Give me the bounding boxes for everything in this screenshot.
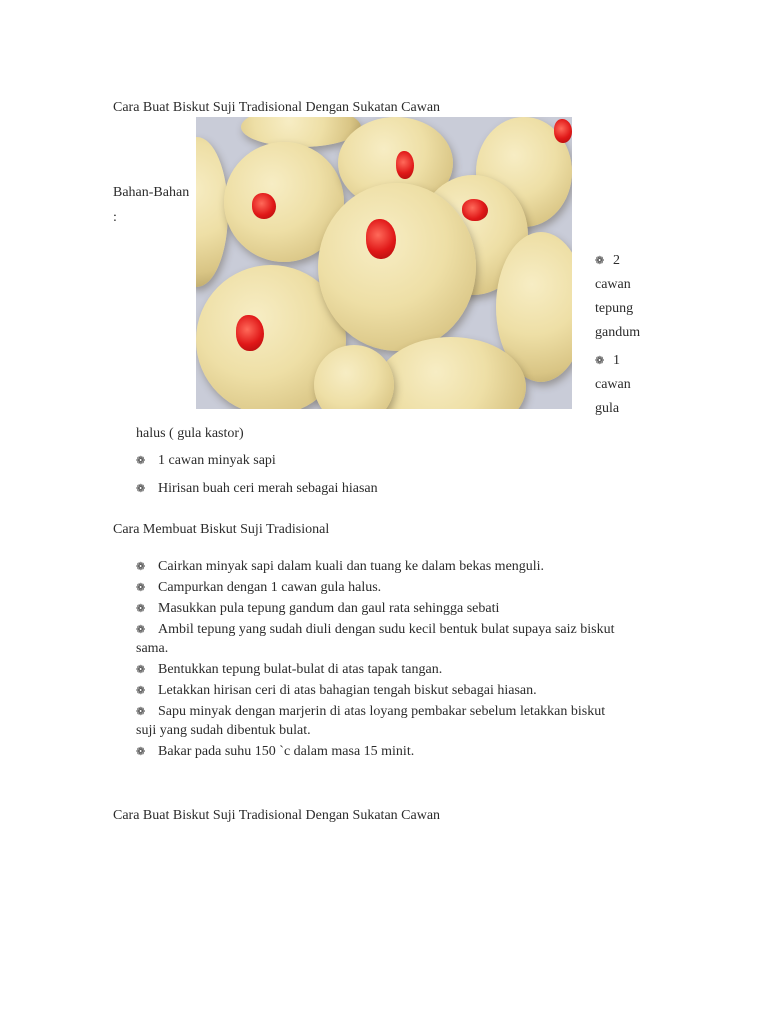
flower-bullet-icon: ❁ — [136, 664, 146, 676]
flower-bullet-icon: ❁ — [136, 603, 146, 615]
list-item: ❁ Campurkan dengan 1 cawan gula halus. — [136, 580, 382, 595]
wrapped-word: cawan — [595, 377, 631, 392]
wrapped-word: gandum — [595, 325, 641, 340]
ingredients-colon: : — [113, 210, 117, 225]
list-item: ❁ 1 — [595, 353, 620, 368]
list-item: ❁ Sapu minyak dengan marjerin di atas loyang pembakar sebelum letakkan biskut — [136, 704, 606, 719]
list-item-continuation: sama. — [136, 641, 169, 656]
flower-bullet-icon: ❁ — [136, 624, 146, 636]
list-item: ❁ Bentukkan tepung bulat-bulat di atas tapak tangan. — [136, 662, 443, 677]
wrapped-word: cawan — [595, 277, 631, 292]
list-item: ❁ 1 cawan minyak sapi — [136, 453, 276, 468]
method-heading: Cara Membuat Biskut Suji Tradisional — [113, 522, 330, 537]
document-title-repeat: Cara Buat Biskut Suji Tradisional Dengan Sukatan Cawan — [113, 808, 441, 823]
flower-bullet-icon: ❁ — [136, 455, 146, 467]
flower-bullet-icon: ❁ — [136, 561, 146, 573]
list-item: ❁ Masukkan pula tepung gandum dan gaul rata sehingga sebati — [136, 601, 500, 616]
flower-bullet-icon: ❁ — [136, 685, 146, 697]
list-item-continuation: suji yang sudah dibentuk bulat. — [136, 723, 311, 738]
flower-bullet-icon: ❁ — [136, 582, 146, 594]
wrapped-word: gula — [595, 401, 620, 416]
wrapped-word: tepung — [595, 301, 634, 316]
ingredients-heading: Bahan-Bahan — [113, 185, 190, 200]
flower-bullet-icon: ❁ — [136, 483, 146, 495]
list-item: ❁ Ambil tepung yang sudah diuli dengan sudu kecil bentuk bulat supaya saiz biskut — [136, 622, 615, 637]
list-item-continuation: halus ( gula kastor) — [136, 426, 244, 441]
list-item: ❁ 2 — [595, 253, 620, 268]
list-item: ❁ Hirisan buah ceri merah sebagai hiasan — [136, 481, 378, 496]
flower-bullet-icon: ❁ — [595, 255, 605, 267]
flower-bullet-icon: ❁ — [595, 355, 605, 367]
flower-bullet-icon: ❁ — [136, 706, 146, 718]
flower-bullet-icon: ❁ — [136, 746, 146, 758]
list-item: ❁ Letakkan hirisan ceri di atas bahagian tengah biskut sebagai hiasan. — [136, 683, 537, 698]
document-title: Cara Buat Biskut Suji Tradisional Dengan Sukatan Cawan — [113, 100, 441, 115]
biscuit-photo — [196, 117, 572, 409]
list-item: ❁ Bakar pada suhu 150 `c dalam masa 15 minit. — [136, 744, 415, 759]
list-item: ❁ Cairkan minyak sapi dalam kuali dan tuang ke dalam bekas menguli. — [136, 559, 545, 574]
